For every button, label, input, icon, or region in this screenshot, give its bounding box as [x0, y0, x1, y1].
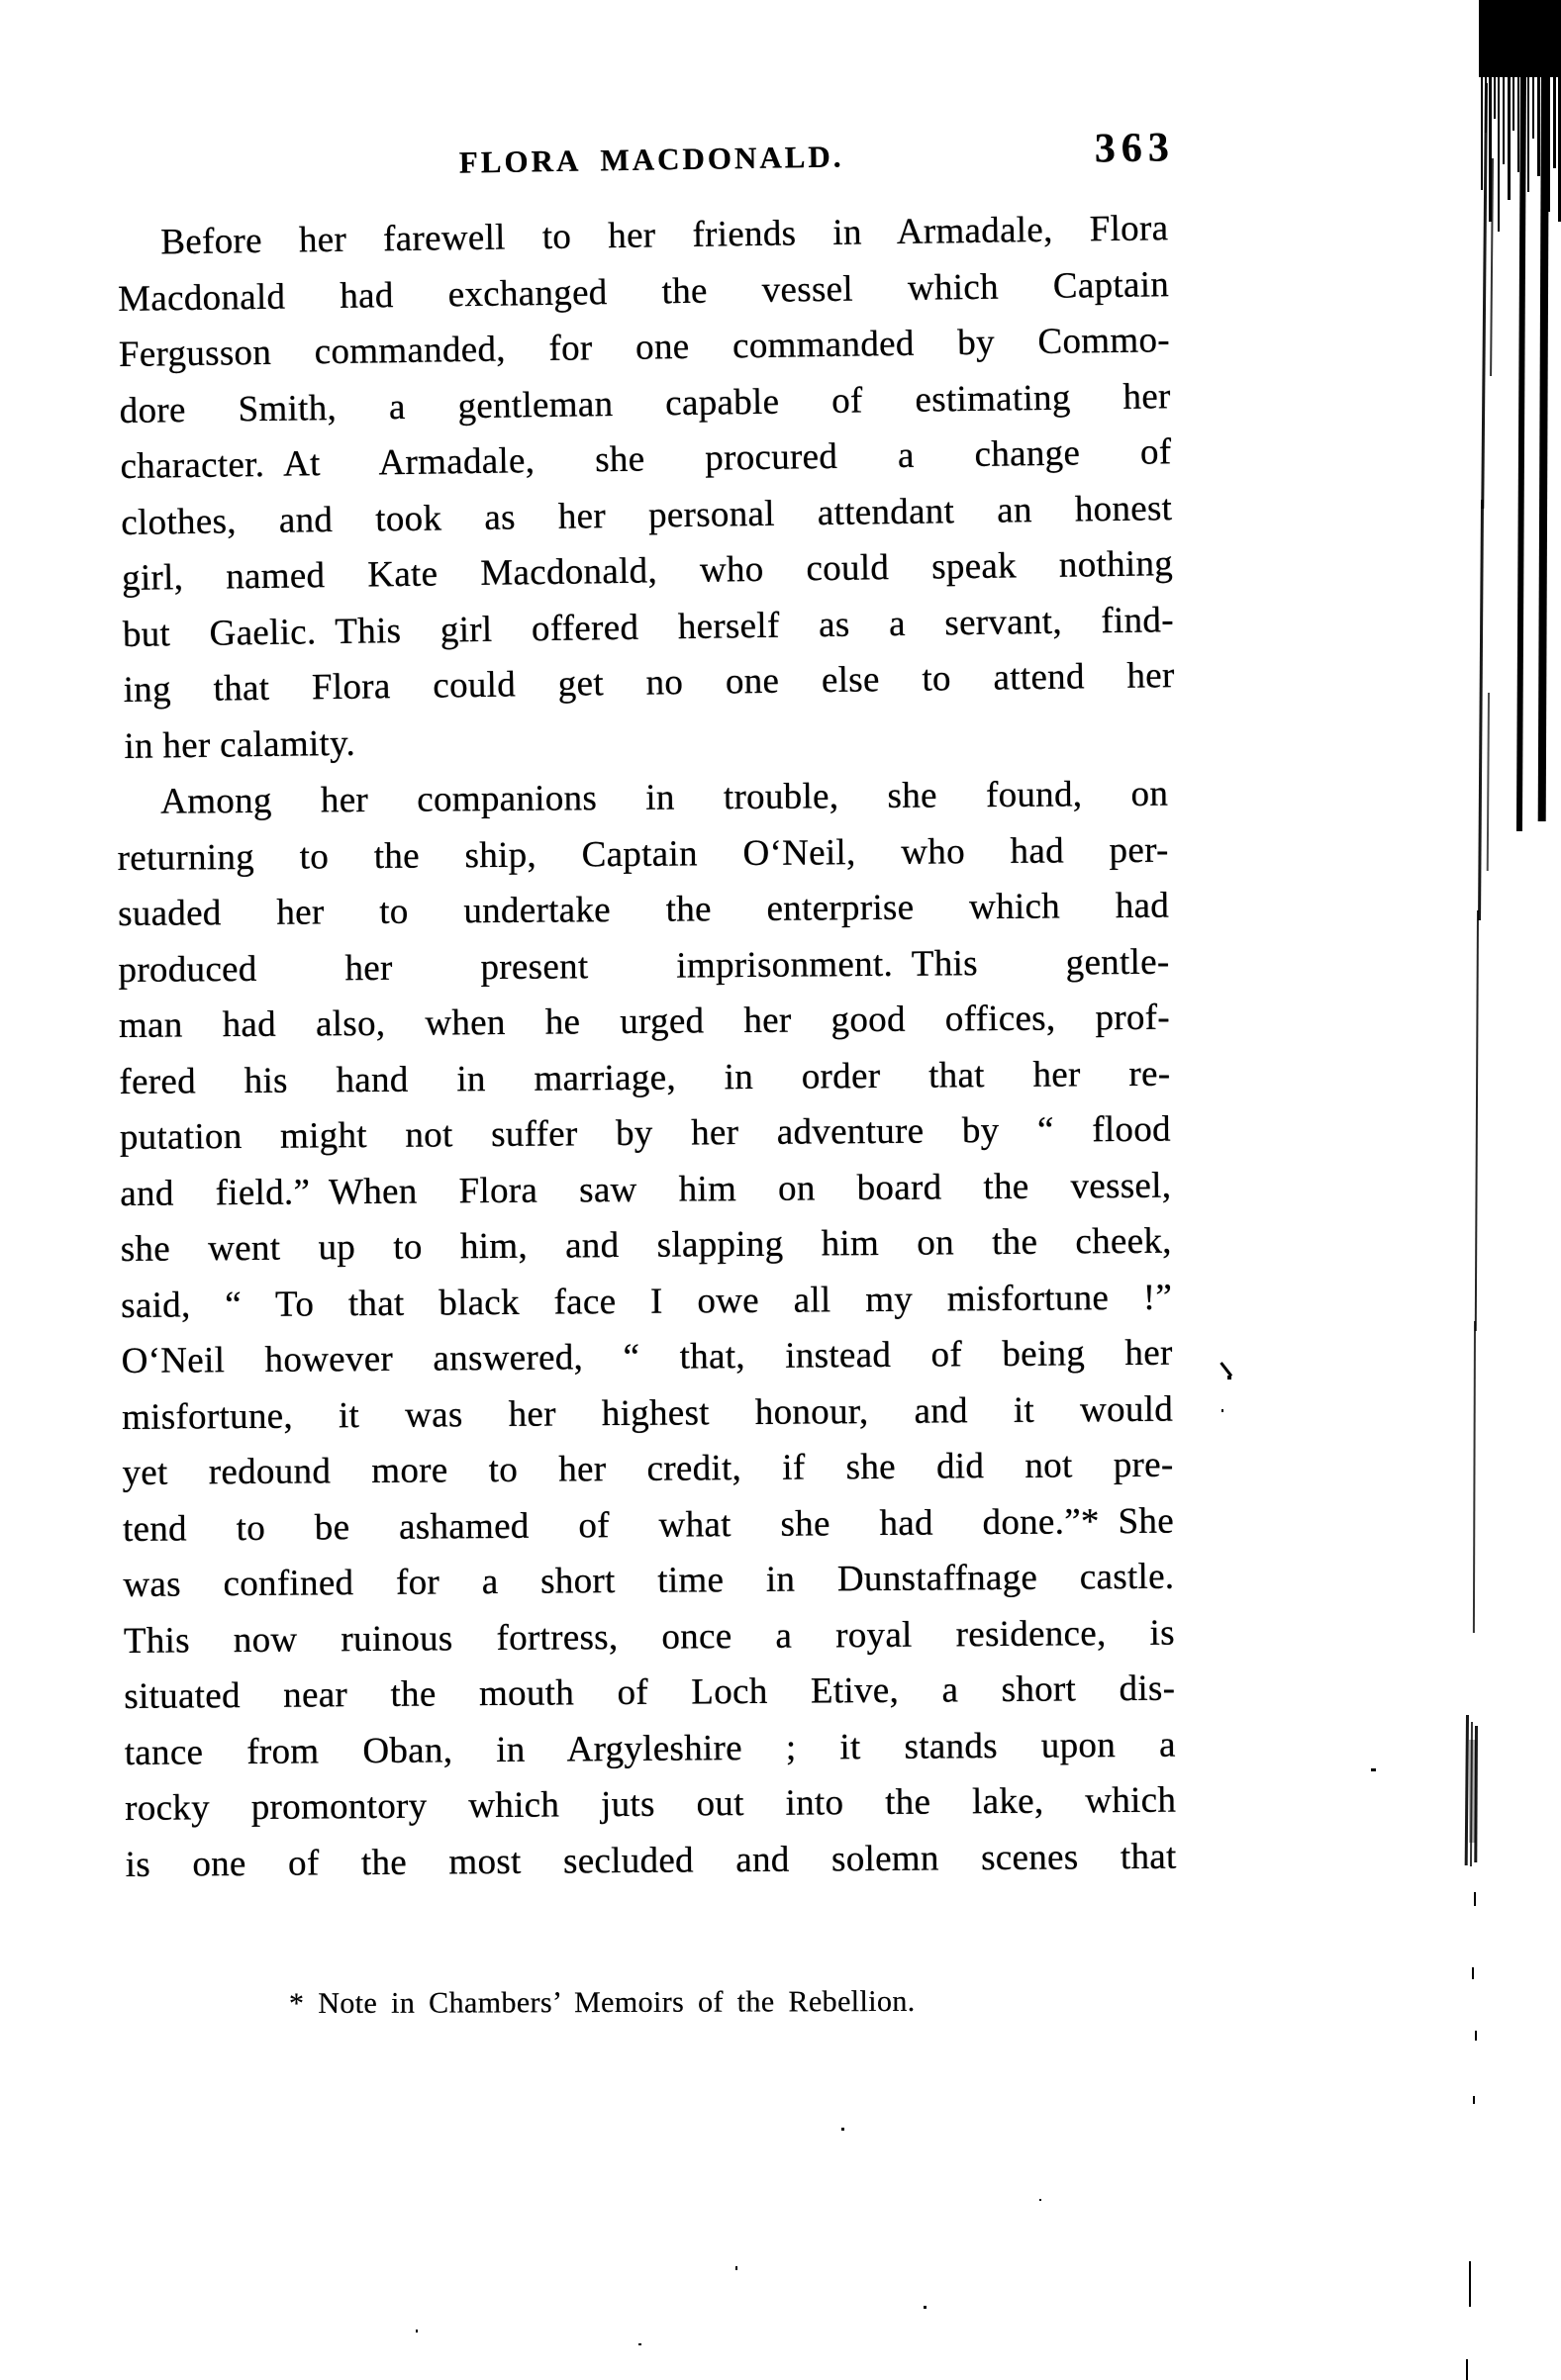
text-line: This now ruinous fortress, once a royal residence, is: [123, 1612, 1176, 1662]
text-line: Fergusson commanded, for one commanded by Commo-: [118, 320, 1171, 375]
scan-artifact: [1553, 73, 1556, 168]
text-line: produced her present imprisonment. This gentle-: [118, 941, 1170, 991]
scan-artifact: [1466, 2359, 1468, 2380]
scan-artifact: [735, 2266, 737, 2270]
running-title: FLORA MACDONALD.: [458, 139, 844, 180]
footnote: * Note in Chambers’ Memoirs of the Rebellion.: [288, 1984, 916, 2021]
scan-artifact: [1481, 73, 1483, 190]
scan-artifact: [1472, 1967, 1474, 1979]
scan-artifact: [1527, 73, 1529, 192]
text-line: suaded her to undertake the enterprise which had: [117, 885, 1170, 934]
scan-artifact: [1503, 73, 1505, 164]
scan-artifact: [1469, 1740, 1476, 1843]
text-line: misfortune, it was her highest honour, and it would: [121, 1388, 1174, 1438]
scan-artifact: [1474, 1892, 1476, 1906]
scan-artifact: [1371, 1768, 1376, 1771]
scan-artifact: [1469, 2261, 1471, 2307]
scan-artifact: [416, 2330, 418, 2332]
text-line: in her calamity.: [124, 722, 356, 767]
text-line: tend to be ashamed of what she had done.”* She: [122, 1500, 1175, 1550]
text-line: but Gaelic. This girl offered herself as a servant, find-: [122, 599, 1175, 655]
scan-artifact: [1494, 73, 1496, 119]
scan-artifact: [1475, 910, 1479, 1331]
scan-artifact: [1475, 2031, 1477, 2041]
scan-artifact: [1473, 1321, 1476, 1633]
scan-artifact: [638, 2343, 641, 2345]
text-line: fered his hand in marriage, in order that her re-: [119, 1053, 1171, 1102]
scan-artifact: [1473, 2096, 1475, 2104]
text-line: man had also, when he urged her good offices, prof-: [118, 997, 1171, 1046]
scan-artifact: [1508, 73, 1511, 200]
text-line: character. At Armadale, she procured a change of: [120, 431, 1172, 487]
scan-artifact: [1538, 71, 1549, 821]
text-line: Before her farewell to her friends in Armadale, Flora: [160, 208, 1169, 263]
scan-artifact: [924, 2306, 927, 2309]
paragraph-1: [117, 201, 1176, 775]
scan-artifact: [1487, 693, 1490, 871]
scan-artifact: [1498, 73, 1500, 232]
text-line: O‘Neil however answered, “ that, instead of being her: [121, 1332, 1173, 1381]
paragraph-2: [117, 767, 1177, 1893]
scan-artifact: [1478, 500, 1484, 920]
text-line: and field.” When Flora saw him on board the vessel,: [120, 1165, 1172, 1214]
text-line: yet redound more to her credit, if she did not pre-: [122, 1444, 1174, 1493]
text-line: said, “ To that black face I owe all my misfortune !”: [121, 1277, 1173, 1326]
text-line: dore Smith, a gentleman capable of estimating her: [119, 375, 1171, 431]
text-line: she went up to him, and slapping him on the cheek,: [120, 1220, 1172, 1270]
text-line: clothes, and took as her personal attendant an honest: [121, 487, 1173, 543]
text-line: putation might not suffer by her adventure by “ flood: [119, 1108, 1172, 1158]
scan-artifact: [1221, 1409, 1223, 1412]
text-line: tance from Oban, in Argyleshire ; it stands upon a: [124, 1724, 1176, 1773]
text-line: situated near the mouth of Loch Etive, a short dis-: [124, 1667, 1176, 1717]
text-line: was confined for a short time in Dunstaffnage castle.: [123, 1556, 1175, 1605]
scan-artifact: [1532, 73, 1534, 139]
scan-artifact: [1227, 1376, 1231, 1380]
scan-artifact: [1039, 2199, 1041, 2201]
text-line: Macdonald had exchanged the vessel which Captain: [117, 263, 1170, 320]
page-header: [117, 125, 1176, 196]
text-line: Among her companions in trouble, she found, on: [160, 773, 1169, 822]
scan-artifact: [841, 2128, 844, 2131]
text-line: returning to the ship, Captain O‘Neil, who had per-: [117, 829, 1169, 879]
scan-artifact: [1479, 0, 1561, 77]
text-line: girl, named Kate Macdonald, who could speak nothing: [121, 543, 1174, 599]
text-line: rocky promontory which juts out into the lake, which: [125, 1779, 1177, 1829]
text-line: is one of the most secluded and solemn scenes that: [125, 1836, 1177, 1885]
scan-artifact: [1537, 73, 1540, 176]
page-number: 363: [1094, 125, 1176, 172]
scan-artifact: [1512, 73, 1514, 131]
scan-artifact: [1516, 69, 1526, 831]
text-line: ing that Flora could get no one else to attend her: [123, 655, 1175, 711]
